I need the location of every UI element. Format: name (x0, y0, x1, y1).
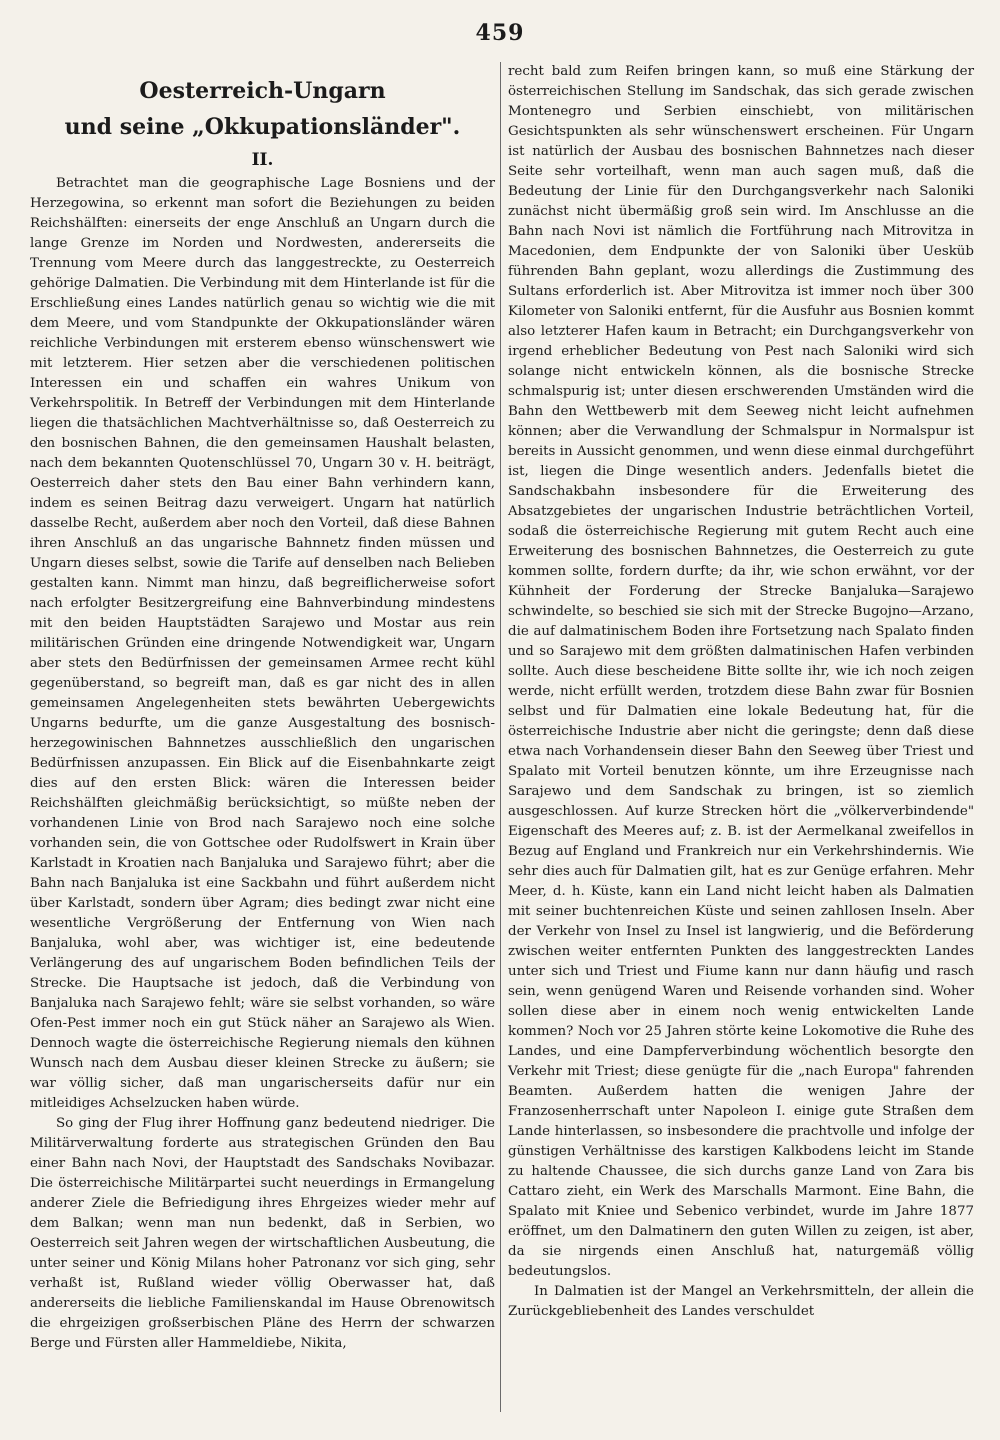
page-number: 459 (475, 20, 525, 46)
paragraph: In Dalmatien ist der Mangel an Verkehrsmitteln, der allein die Zurückgebliebenheit des Landes verschuldet (508, 1284, 974, 1319)
left-column (30, 70, 495, 1354)
column-divider (500, 62, 501, 1412)
section-number: II. (251, 150, 274, 170)
article-title-line-1: Oesterreich-Ungarn (139, 78, 386, 104)
paragraph-continued: recht bald zum Reifen bringen kann, so muß eine Stärkung der österreichischen Stellung im Sandschak, das sich gerade zwischen Montenegro und Serbien einschiebt, von militärischen Gesichtspunkten als sehr wünschenswert erscheinen. Für Ungarn ist natürlich der Ausbau des bosnischen Bahnnetzes nach dieser Seite sehr vorteilhaft, wenn man auch sagen muß, daß die Bedeutung der Linie für den Durchgangsverkehr nach Saloniki zunächst nicht übermäßig groß sein wird. Im Anschlusse an die Bahn nach Novi ist nämlich die Fortführung nach Mitrovitza in Macedonien, dem Endpunkte der von Saloniki über Uesküb führenden Bahn geplant, wozu allerdings die Zustimmung des Sultans erforderlich ist. Aber Mitrovitza ist immer noch über 300 Kilometer von Saloniki entfernt, für die Ausfuhr aus Bosnien kommt also letzterer Hafen kaum in Betracht; ein Durchgangsverkehr von irgend erheblicher Bedeutung von Pest nach Saloniki wird sich solange nicht entwickeln können, als die bosnische Strecke schmalspurig ist; unter diesen erschwerenden Umständen wird die Bahn den Wettbewerb mit dem Seeweg nicht leicht aufnehmen können; aber die Verwandlung der Schmalspur in Normalspur ist bereits in Aussicht genommen, und wenn diese einmal durchgeführt ist, liegen die Dinge wesentlich anders. Jedenfalls bietet die Sandschakbahn insbesondere für die Erweiterung des Absatzgebietes der ungarischen Industrie beträchtlichen Vorteil, sodaß die österreichische Regierung mit gutem Recht auch eine Erweiterung des bosnischen Bahnnetzes, die Oesterreich zu gute kommen sollte, fordern durfte; da ihr, wie schon erwähnt, vor der Kühnheit der Forderung der Strecke Banjaluka—Sarajewo schwindelte, so beschied sie sich mit der Strecke Bugojno—Arzano, die auf dalmatinischem Boden ihre Fortsetzung nach Spalato finden und so Sarajewo mit dem größten dalmatinischen Hafen verbinden sollte. Auch diese bescheidene Bitte sollte ihr, wie ich noch zeigen werde, nicht erfüllt werden, trotzdem diese Bahn zwar für Bosnien selbst und für Dalmatien eine lokale Bedeutung hat, für die österreichische Industrie aber nicht die geringste; denn daß diese etwa nach Vorhandensein dieser Bahn den Seeweg über Triest und Spalato mit Vorteil benutzen könnte, um ihre Erzeugnisse nach Sarajewo und dem Sandschak zu bringen, ist so ziemlich ausgeschlossen. Auf kurze Strecken hört die „völkerverbindende" Eigenschaft des Meeres auf; z. B. ist der Aermelkanal zweifellos in Bezug auf England und Frankreich nur ein Verkehrshindernis. Wie sehr dies auch für Dalmatien gilt, hat es zur Genüge erfahren. Mehr Meer, d. h. Küste, kann ein Land nicht leicht haben als Dalmatien mit seiner buchtenreichen Küste und seinen zahllosen Inseln. Aber der Verkehr von Insel zu Insel ist langwierig, und die Beförderung zwischen weiter entfernten Punkten des langgestreckten Landes unter sich und Triest und Fiume kann nur dann häufig und rasch sein, wenn genügend Waren und Reisende vorhanden sind. Woher sollen diese aber in einem noch wenig entwickelten Lande kommen? Noch vor 25 Jahren störte keine Lokomotive die Ruhe des Landes, und eine Dampferverbindung wöchentlich besorgte den Verkehr mit Triest; diese genügte für die „nach Europa" fahrenden Beamten. Außerdem hatten die wenigen Jahre der Franzosenherrschaft unter Napoleon I. einige gute Straßen dem Lande hinterlassen, so insbesondere die prachtvolle und infolge der günstigen Verhältnisse des karstigen Kalkbodens leicht im Stande zu haltende Chaussee, die sich durchs ganze Land von Zara bis Cattaro zieht, ein Werk des Marschalls Marmont. Eine Bahn, die Spalato mit Kniee und Sebenico verbindet, wurde im Jahre 1877 eröffnet, um den Dalmatinern den guten Willen zu zeigen, ist aber, da sie nirgends einen Anschluß hat, naturgemäß völlig bedeutungslos. (508, 64, 974, 1279)
paragraph: Betrachtet man die geographische Lage Bosniens und der Herzegowina, so erkennt man sofort die Beziehungen zu beiden Reichshälften: einerseits der enge Anschluß an Ungarn durch die lange Grenze im Norden und Nordwesten, andererseits die Trennung vom Meere durch das langgestreckte, zu Oesterreich gehörige Dalmatien. Die Verbindung mit dem Hinterlande ist für die Erschließung eines Landes natürlich genau so wichtig wie die mit dem Meere, und vom Standpunkte der Okkupationsländer wären reichliche Verbindungen mit ersterem ebenso wünschenswert wie mit letzterem. Hier setzen aber die verschiedenen politischen Interessen ein und schaffen ein wahres Unikum von Verkehrspolitik. In Betreff der Verbindungen mit dem Hinterlande liegen die thatsächlichen Machtverhältnisse so, daß Oesterreich zu den bosnischen Bahnen, die den gemeinsamen Haushalt belasten, nach dem bekannten Quotenschlüssel 70, Ungarn 30 v. H. beiträgt, Oesterreich daher stets den Bau einer Bahn verhindern kann, indem es seinen Beitrag dazu verweigert. Ungarn hat natürlich dasselbe Recht, außerdem aber noch den Vorteil, daß diese Bahnen ihren Anschluß an das ungarische Bahnnetz finden müssen und Ungarn dieses selbst, sowie die Tarife auf denselben nach Belieben gestalten kann. Nimmt man hinzu, daß begreiflicherweise sofort nach erfolgter Besitzergreifung eine Bahnverbindung mindestens mit den beiden Hauptstädten Sarajewo und Mostar aus rein militärischen Gründen eine dringende Notwendigkeit war, Ungarn aber stets den Bedürfnissen der gemeinsamen Armee recht kühl gegenüberstand, so begreift man, daß es gar nicht des in allen gemeinsamen Angelegenheiten stets bewährten Uebergewichts Ungarns bedurfte, um die ganze Ausgestaltung des bosnisch-herzegowinischen Bahnnetzes ausschließlich den ungarischen Bedürfnissen anzupassen. Ein Blick auf die Eisenbahnkarte zeigt dies auf den ersten Blick: wären die Interessen beider Reichshälften gleichmäßig berücksichtigt, so müßte neben der vorhandenen Linie von Brod nach Sarajewo noch eine solche vorhanden sein, die von Gottschee oder Rudolfswert in Krain über Karlstadt in Kroatien nach Banjaluka und Sarajewo führt; aber die Bahn nach Banjaluka ist eine Sackbahn und führt außerdem nicht über Karlstadt, sondern über Agram; dies bedingt zwar nicht eine wesentliche Vergrößerung der Entfernung von Wien nach Banjaluka, wohl aber, was wichtiger ist, eine bedeutende Verlängerung des auf ungarischem Boden befindlichen Teils der Strecke. Die Hauptsache ist jedoch, daß die Verbindung von Banjaluka nach Sarajewo fehlt; wäre sie selbst vorhanden, so wäre Ofen-Pest immer noch ein gut Stück näher an Sarajewo als Wien. Dennoch wagte die österreichische Regierung niemals den kühnen Wunsch nach dem Ausbau dieser kleinen Strecke zu äußern; sie war völlig sicher, daß man ungarischerseits dafür nur ein mitleidiges Achselzucken haben würde. (30, 176, 495, 1111)
right-column (508, 62, 974, 1322)
article-title-line-2: und seine „Okkupationsländer". (64, 114, 461, 140)
paragraph: So ging der Flug ihrer Hoffnung ganz bedeutend niedriger. Die Militärverwaltung forderte aus strategischen Gründen den Bau einer Bahn nach Novi, der Hauptstadt des Sandschaks Novibazar. Die österreichische Militärpartei sucht neuerdings in Ermangelung anderer Ziele die Befriedigung ihres Ehrgeizes wieder mehr auf dem Balkan; wenn man nun bedenkt, daß in Serbien, wo Oesterreich seit Jahren wegen der wirtschaftlichen Ausbeutung, die unter seiner und König Milans hoher Patronanz vor sich ging, sehr verhaßt ist, Rußland wieder völlig Oberwasser hat, daß andererseits die liebliche Familienskandal im Hause Obrenowitsch die ehrgeizigen großserbischen Pläne des Herrn der schwarzen Berge und Fürsten aller Hammeldiebe, Nikita, (30, 1116, 495, 1351)
